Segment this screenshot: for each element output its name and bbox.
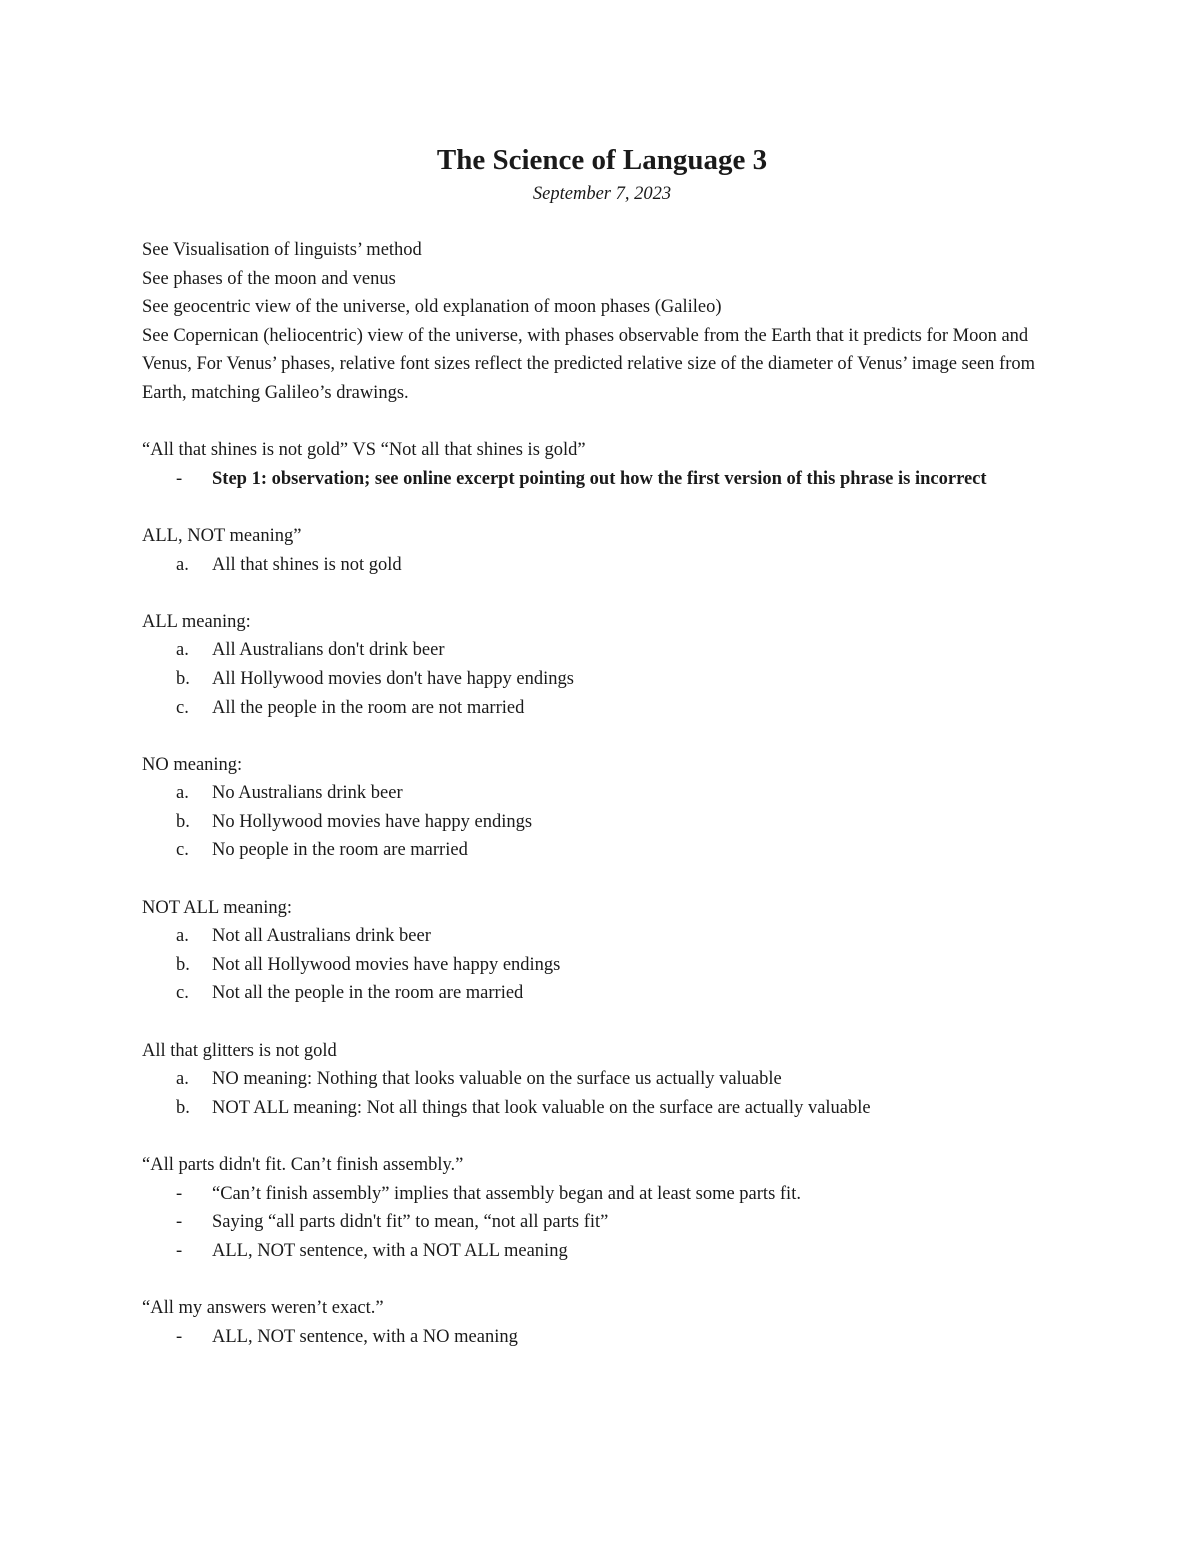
list-item-text: ALL, NOT sentence, with a NOT ALL meaning [212, 1240, 568, 1261]
list-item-text: NO meaning: Nothing that looks valuable on the surface us actually valuable [212, 1069, 782, 1090]
list-item [142, 1323, 1062, 1352]
section-heading-all-not: ALL, NOT meaning” [142, 525, 302, 546]
list-item-text: All that shines is not gold [212, 554, 402, 575]
list-marker: - [176, 1183, 183, 1204]
not-all-meaning-list [142, 922, 1062, 1008]
list-marker: b. [176, 1097, 190, 1118]
list-item-text: NOT ALL meaning: Not all things that look valuable on the surface are actually valuable [212, 1097, 871, 1118]
list-item [142, 922, 1062, 951]
list-item [142, 636, 1062, 665]
intro-line: See phases of the moon and venus [142, 268, 396, 289]
contrast-line: “All that shines is not gold” VS “Not all that shines is gold” [142, 440, 586, 461]
list-marker: b. [176, 811, 190, 832]
list-marker: a. [176, 783, 189, 804]
intro-line: See geocentric view of the universe, old explanation of moon phases (Galileo) [142, 297, 722, 318]
list-item [142, 1208, 1062, 1237]
list-item [142, 836, 1062, 865]
spacer [142, 865, 1062, 894]
list-item-text: Not all the people in the room are married [212, 983, 524, 1004]
list-item-text: “Can’t finish assembly” implies that assembly began and at least some parts fit. [212, 1183, 801, 1204]
list-item [142, 979, 1062, 1008]
list-marker: a. [176, 554, 189, 575]
list-item-text: Saying “all parts didn't fit” to mean, “not all parts fit” [212, 1212, 609, 1233]
section-heading-no: NO meaning: [142, 754, 243, 775]
step-text: Step 1: observation; see online excerpt pointing out how the first version of this phrase is incorrect [212, 468, 987, 489]
list-item-text: No Australians drink beer [212, 783, 403, 804]
list-item-text: Not all Hollywood movies have happy endings [212, 954, 561, 975]
spacer [142, 1265, 1062, 1294]
spacer [142, 1122, 1062, 1151]
list-item [142, 1094, 1062, 1123]
list-item-text: No Hollywood movies have happy endings [212, 811, 533, 832]
intro-line: See Copernican (heliocentric) view of the universe, with phases observable from the Earth that it predicts for Moon and Venus, For Venus’ phases, relative font sizes reflect the predicted relative size of the diameter of Venus’ image seen from Earth, matching Galileo’s drawings. [142, 325, 1035, 403]
list-item-text: All Australians don't drink beer [212, 640, 445, 661]
list-marker: c. [176, 697, 189, 718]
list-marker: - [176, 1240, 183, 1261]
section-heading-all: ALL meaning: [142, 611, 251, 632]
spacer [142, 493, 1062, 522]
list-marker: c. [176, 840, 189, 861]
document-date: September 7, 2023 [532, 184, 672, 204]
document-title: The Science of Language 3 [436, 144, 768, 176]
list-item [142, 951, 1062, 980]
spacer [142, 408, 1062, 437]
list-marker: - [176, 468, 183, 489]
no-meaning-list [142, 779, 1062, 865]
list-item-text: No people in the room are married [212, 840, 468, 861]
list-item [142, 779, 1062, 808]
list-marker: a. [176, 1069, 189, 1090]
document-page [142, 140, 1062, 1351]
list-item-text: ALL, NOT sentence, with a NO meaning [212, 1326, 518, 1347]
list-item-text: Not all Australians drink beer [212, 926, 431, 947]
section-heading-answers: “All my answers weren’t exact.” [142, 1297, 384, 1318]
list-item [142, 665, 1062, 694]
list-item-text: All the people in the room are not married [212, 697, 525, 718]
list-item [142, 694, 1062, 723]
list-marker: b. [176, 668, 190, 689]
section-heading-not-all: NOT ALL meaning: [142, 897, 293, 918]
spacer [142, 722, 1062, 751]
list-item [142, 1180, 1062, 1209]
list-marker: b. [176, 954, 190, 975]
section-heading-glitters: All that glitters is not gold [142, 1040, 337, 1061]
list-marker: c. [176, 983, 189, 1004]
list-item [142, 465, 1062, 494]
intro-line: See Visualisation of linguists’ method [142, 240, 422, 260]
list-item [142, 551, 1062, 580]
parts-list [142, 1180, 1062, 1266]
list-marker: a. [176, 640, 189, 661]
list-item [142, 1065, 1062, 1094]
list-marker: - [176, 1326, 183, 1347]
section-heading-parts: “All parts didn't fit. Can’t finish assembly.” [142, 1155, 464, 1175]
all-meaning-list [142, 636, 1062, 722]
list-item [142, 1237, 1062, 1266]
spacer [142, 579, 1062, 608]
answers-list [142, 1323, 1062, 1352]
list-marker: a. [176, 926, 189, 947]
all-not-list [142, 551, 1062, 580]
glitters-list [142, 1065, 1062, 1122]
list-marker: - [176, 1212, 183, 1233]
step-list [142, 465, 1062, 494]
spacer [142, 1008, 1062, 1037]
list-item [142, 808, 1062, 837]
list-item-text: All Hollywood movies don't have happy endings [212, 668, 574, 689]
